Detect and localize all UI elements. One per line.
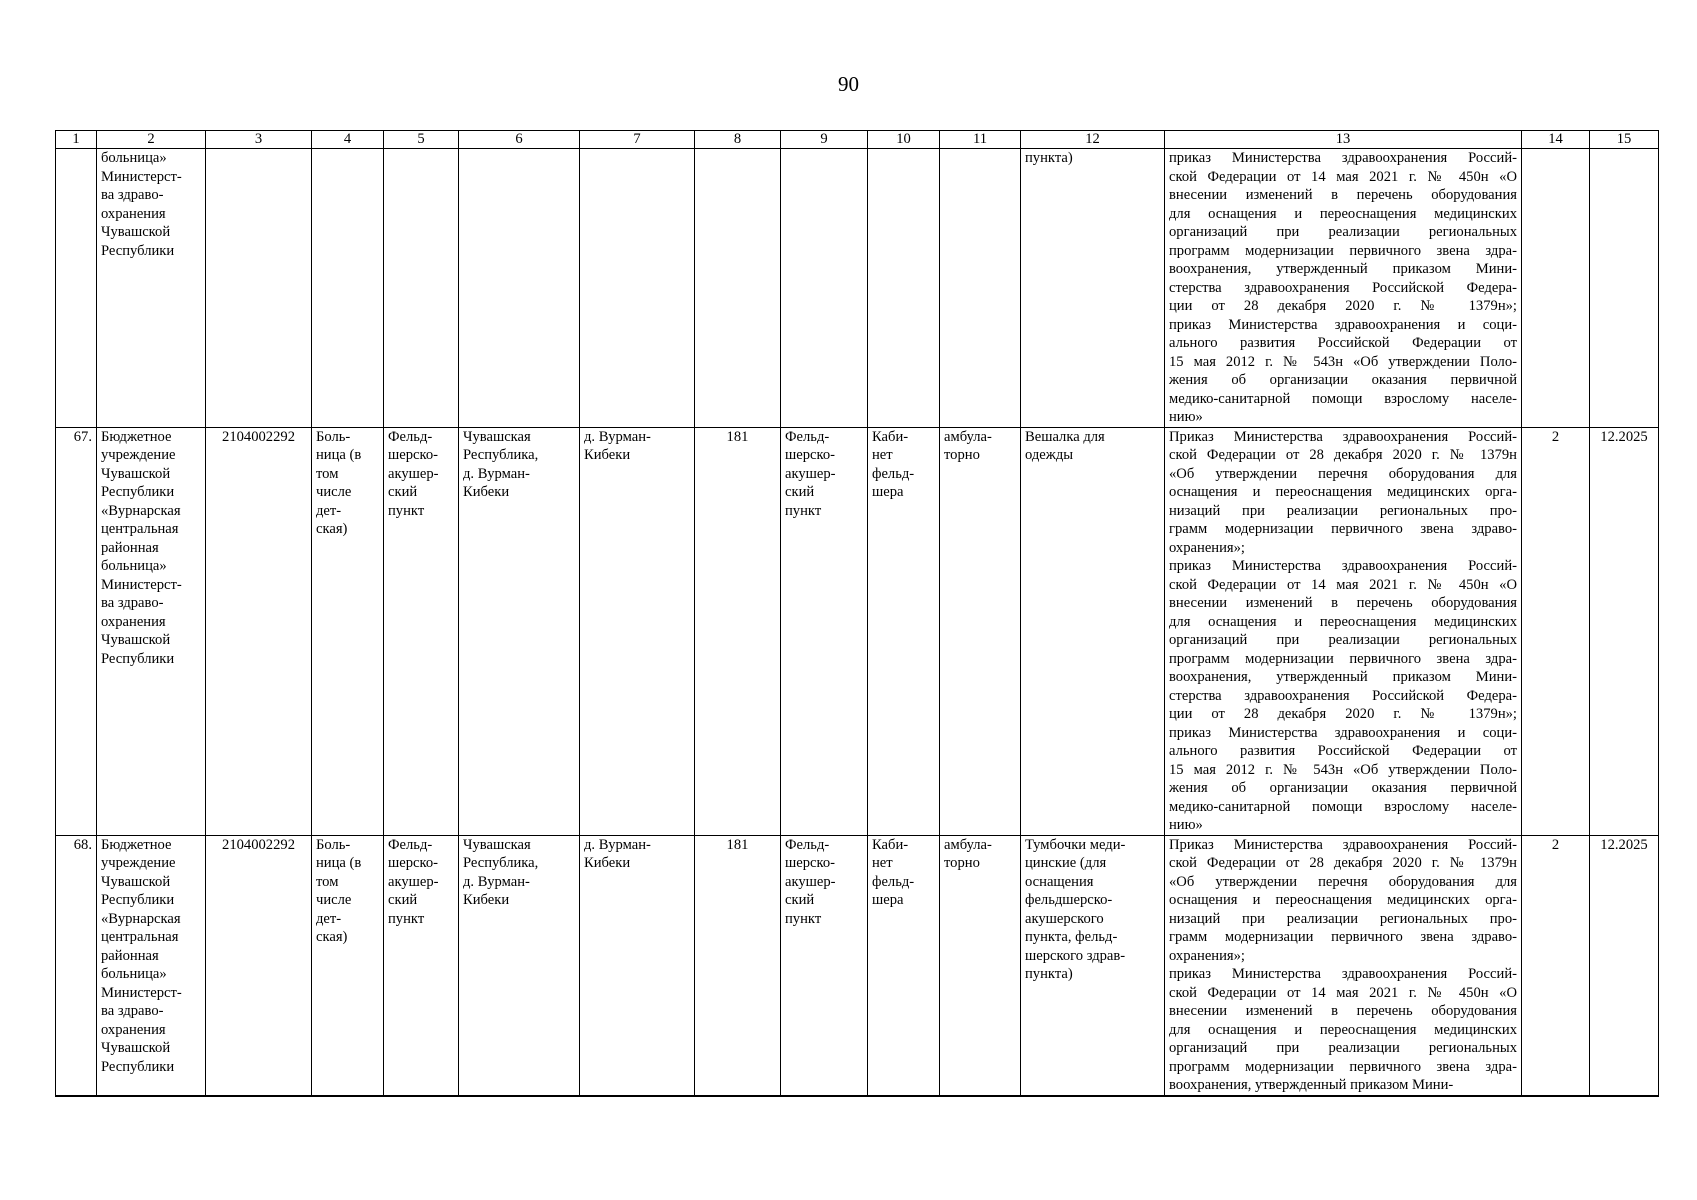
text-line: больница» bbox=[101, 966, 167, 982]
column-header: 5 bbox=[384, 131, 459, 149]
text-line: воохранения, утвержденный приказом Мини- bbox=[1169, 1077, 1454, 1093]
cell-room bbox=[868, 149, 940, 428]
text-line: Республика, bbox=[463, 447, 539, 463]
column-header: 12 bbox=[1021, 131, 1165, 149]
text-line: шерско- bbox=[785, 447, 835, 463]
text-line: шерского здрав- bbox=[1025, 947, 1126, 964]
text-line: шерско- bbox=[785, 855, 835, 871]
text-line: воохранения, утвержденный приказом Мини- bbox=[1169, 261, 1517, 277]
cell-item bbox=[1021, 427, 1165, 835]
text-line: шерско- bbox=[388, 447, 438, 463]
text-line: Боль- bbox=[316, 836, 351, 853]
text-line: больница» bbox=[101, 150, 167, 166]
text-line: том bbox=[316, 465, 339, 482]
text-line: д. Вурман- bbox=[463, 873, 530, 890]
text-line: приказ Министерства здравоохранения Россий- bbox=[1169, 150, 1517, 166]
text-line: Приказ Министерства здравоохранения Россий- bbox=[1169, 428, 1517, 445]
text-line: Фельд- bbox=[388, 428, 433, 445]
text-line: охранения bbox=[101, 205, 166, 222]
text-line: ская) bbox=[316, 929, 348, 945]
text-line: ский bbox=[785, 484, 815, 500]
text-line: охранения»; bbox=[1169, 539, 1245, 556]
text-line: Бюджетное bbox=[101, 428, 172, 445]
text-line: ального развития Российской Федерации от bbox=[1169, 335, 1517, 351]
text-line: «Вурнарская bbox=[101, 502, 181, 519]
text-line: ский bbox=[388, 892, 418, 908]
text-line: одежды bbox=[1025, 447, 1074, 463]
text-line: пункта) bbox=[1025, 150, 1073, 166]
cell-type bbox=[312, 427, 384, 835]
cell-documents bbox=[1165, 149, 1522, 428]
cell-care bbox=[940, 835, 1021, 1096]
cell-unit bbox=[384, 835, 459, 1096]
column-header: 14 bbox=[1522, 131, 1590, 149]
text-line: охранения bbox=[101, 1021, 166, 1038]
text-line: числе bbox=[316, 892, 352, 908]
text-line: стерства здравоохранения Российской Федера- bbox=[1169, 279, 1517, 296]
cell-date: 12.2025 bbox=[1590, 835, 1659, 1096]
text-line: Фельд- bbox=[785, 836, 830, 853]
cell-unit bbox=[384, 427, 459, 835]
text-line: для оснащения и переоснащения медицинских bbox=[1169, 613, 1517, 630]
text-line: Республики bbox=[101, 1058, 175, 1075]
column-header: 11 bbox=[940, 131, 1021, 149]
text-line: охранения bbox=[101, 613, 166, 630]
text-line: «Об утверждении перечня оборудования для bbox=[1169, 873, 1517, 890]
text-line: программ модернизации первичного звена здра- bbox=[1169, 650, 1517, 667]
text-line: Бюджетное bbox=[101, 836, 172, 853]
cell-code bbox=[695, 149, 781, 428]
text-line: ский bbox=[785, 892, 815, 908]
text-line: Министерст- bbox=[101, 984, 182, 1001]
text-line: районная bbox=[101, 947, 159, 964]
column-header: 8 bbox=[695, 131, 781, 149]
text-line: ва здраво- bbox=[101, 187, 164, 203]
text-line: Республики bbox=[101, 892, 175, 908]
text-line: для оснащения и переоснащения медицинских bbox=[1169, 1021, 1517, 1038]
cell-item bbox=[1021, 835, 1165, 1096]
column-header: 2 bbox=[97, 131, 206, 149]
table-row-continuation bbox=[56, 149, 1659, 428]
column-header: 6 bbox=[459, 131, 580, 149]
cell-address bbox=[459, 149, 580, 428]
text-line: медико-санитарной помощи взрослому населе- bbox=[1169, 390, 1517, 407]
text-line: внесении изменений в перечень оборудования bbox=[1169, 187, 1517, 203]
text-line: пункта) bbox=[1025, 966, 1073, 982]
text-line: Каби- bbox=[872, 836, 909, 853]
text-line: районная bbox=[101, 539, 159, 556]
text-line: пункт bbox=[785, 502, 822, 519]
cell-num bbox=[56, 149, 97, 428]
text-line: акушер- bbox=[388, 873, 439, 890]
column-header: 10 bbox=[868, 131, 940, 149]
text-line: «Вурнарская bbox=[101, 910, 181, 927]
cell-room bbox=[868, 427, 940, 835]
column-header: 9 bbox=[781, 131, 868, 149]
text-line: Чувашской bbox=[101, 1040, 171, 1056]
cell-date bbox=[1590, 149, 1659, 428]
cell-locality bbox=[580, 427, 695, 835]
column-header: 4 bbox=[312, 131, 384, 149]
text-line: программ модернизации первичного звена здра- bbox=[1169, 242, 1517, 259]
text-line: ции от 28 декабря 2020 г. № 1379н»; bbox=[1169, 706, 1517, 722]
text-line: приказ Министерства здравоохранения и соци- bbox=[1169, 724, 1517, 741]
text-line: нию» bbox=[1169, 817, 1203, 833]
text-line: шера bbox=[872, 892, 904, 908]
text-line: Фельд- bbox=[785, 428, 830, 445]
text-line: шерско- bbox=[388, 855, 438, 871]
cell-subdivision bbox=[781, 835, 868, 1096]
text-line: Кибеки bbox=[463, 484, 510, 500]
cell-type bbox=[312, 835, 384, 1096]
cell-code: 181 bbox=[695, 835, 781, 1096]
text-line: учреждение bbox=[101, 447, 176, 463]
text-line: д. Вурман- bbox=[584, 836, 651, 853]
text-line: ница (в bbox=[316, 447, 362, 463]
text-line: Приказ Министерства здравоохранения Россий- bbox=[1169, 836, 1517, 853]
cell-num: 67. bbox=[56, 427, 97, 835]
text-line: стерства здравоохранения Российской Федера- bbox=[1169, 687, 1517, 704]
text-line: ница (в bbox=[316, 855, 362, 871]
column-header: 7 bbox=[580, 131, 695, 149]
text-line: жения об организации оказания первичной bbox=[1169, 372, 1517, 388]
text-line: акушер- bbox=[785, 465, 836, 482]
cell-qty: 2 bbox=[1522, 427, 1590, 835]
cell-subdivision bbox=[781, 149, 868, 428]
text-line: оснащения и переоснащения медицинских орга- bbox=[1169, 484, 1517, 500]
text-line: приказ Министерства здравоохранения Россий- bbox=[1169, 558, 1517, 574]
text-line: медико-санитарной помощи взрослому населе- bbox=[1169, 798, 1517, 815]
text-line: Чувашской bbox=[101, 873, 171, 890]
text-line: Вешалка для bbox=[1025, 428, 1105, 445]
text-line: ской Федерации от 14 мая 2021 г. № 450н «О bbox=[1169, 168, 1517, 185]
cell-inn bbox=[206, 149, 312, 428]
text-line: низаций при реализации региональных про- bbox=[1169, 910, 1517, 927]
text-line: нию» bbox=[1169, 409, 1203, 425]
cell-unit bbox=[384, 149, 459, 428]
text-line: ская) bbox=[316, 521, 348, 537]
text-line: пункт bbox=[785, 910, 822, 927]
text-line: больница» bbox=[101, 558, 167, 574]
text-line: ской Федерации от 14 мая 2021 г. № 450н «О bbox=[1169, 984, 1517, 1001]
text-line: торно bbox=[944, 447, 980, 463]
text-line: д. Вурман- bbox=[584, 428, 651, 445]
text-line: ва здраво- bbox=[101, 1003, 164, 1019]
text-line: Чувашская bbox=[463, 428, 531, 445]
column-number-header-row bbox=[56, 131, 1659, 149]
cell-inn: 2104002292 bbox=[206, 835, 312, 1096]
text-line: ской Федерации от 28 декабря 2020 г. № 1379н bbox=[1169, 447, 1517, 463]
text-line: охранения»; bbox=[1169, 947, 1245, 964]
text-line: ский bbox=[388, 484, 418, 500]
text-line: для оснащения и переоснащения медицинских bbox=[1169, 205, 1517, 222]
text-line: акушер- bbox=[785, 873, 836, 890]
column-header: 3 bbox=[206, 131, 312, 149]
text-line: грамм модернизации первичного звена здраво- bbox=[1169, 929, 1517, 945]
text-line: торно bbox=[944, 855, 980, 871]
text-line: внесении изменений в перечень оборудования bbox=[1169, 595, 1517, 611]
text-line: оснащения и переоснащения медицинских орга- bbox=[1169, 892, 1517, 908]
text-line: жения об организации оказания первичной bbox=[1169, 780, 1517, 796]
cell-organization bbox=[97, 835, 206, 1096]
table-row bbox=[56, 835, 1659, 1096]
text-line: Республики bbox=[101, 484, 175, 500]
equipment-table bbox=[55, 130, 1659, 1097]
text-line: фельд- bbox=[872, 465, 915, 482]
cell-organization bbox=[97, 149, 206, 428]
text-line: Тумбочки меди- bbox=[1025, 836, 1126, 853]
cell-qty bbox=[1522, 149, 1590, 428]
text-line: ции от 28 декабря 2020 г. № 1379н»; bbox=[1169, 298, 1517, 314]
text-line: Республики bbox=[101, 242, 175, 259]
cell-item bbox=[1021, 149, 1165, 428]
text-line: учреждение bbox=[101, 855, 176, 871]
cell-organization bbox=[97, 427, 206, 835]
text-line: Чувашская bbox=[463, 836, 531, 853]
text-line: Министерст- bbox=[101, 168, 182, 185]
text-line: ального развития Российской Федерации от bbox=[1169, 743, 1517, 759]
text-line: дет- bbox=[316, 502, 342, 519]
text-line: внесении изменений в перечень оборудования bbox=[1169, 1003, 1517, 1019]
text-line: организаций при реализации региональных bbox=[1169, 632, 1517, 648]
text-line: «Об утверждении перечня оборудования для bbox=[1169, 465, 1517, 482]
column-header: 1 bbox=[56, 131, 97, 149]
text-line: ской Федерации от 14 мая 2021 г. № 450н «О bbox=[1169, 576, 1517, 593]
text-line: акушер- bbox=[388, 465, 439, 482]
text-line: Кибеки bbox=[463, 892, 510, 908]
cell-code: 181 bbox=[695, 427, 781, 835]
text-line: амбула- bbox=[944, 836, 992, 853]
text-line: Каби- bbox=[872, 428, 909, 445]
text-line: организаций при реализации региональных bbox=[1169, 1040, 1517, 1056]
text-line: организаций при реализации региональных bbox=[1169, 224, 1517, 240]
text-line: Боль- bbox=[316, 428, 351, 445]
text-line: центральная bbox=[101, 521, 179, 537]
text-line: д. Вурман- bbox=[463, 465, 530, 482]
text-line: нет bbox=[872, 447, 893, 463]
cell-num: 68. bbox=[56, 835, 97, 1096]
cell-documents bbox=[1165, 835, 1522, 1096]
text-line: акушерского bbox=[1025, 910, 1104, 927]
cell-room bbox=[868, 835, 940, 1096]
text-line: Чувашской bbox=[101, 465, 171, 482]
cell-inn: 2104002292 bbox=[206, 427, 312, 835]
cell-subdivision bbox=[781, 427, 868, 835]
text-line: Министерст- bbox=[101, 576, 182, 593]
text-line: 15 мая 2012 г. № 543н «Об утверждении Поло- bbox=[1169, 353, 1517, 370]
text-line: пункт bbox=[388, 910, 425, 927]
text-line: нет bbox=[872, 855, 893, 871]
cell-address bbox=[459, 835, 580, 1096]
cell-documents bbox=[1165, 427, 1522, 835]
text-line: грамм модернизации первичного звена здраво- bbox=[1169, 521, 1517, 537]
column-header: 13 bbox=[1165, 131, 1522, 149]
text-line: ской Федерации от 28 декабря 2020 г. № 1379н bbox=[1169, 855, 1517, 871]
text-line: том bbox=[316, 873, 339, 890]
text-line: Чувашской bbox=[101, 632, 171, 648]
cell-locality bbox=[580, 835, 695, 1096]
text-line: оснащения bbox=[1025, 873, 1094, 890]
text-line: Чувашской bbox=[101, 224, 171, 240]
text-line: числе bbox=[316, 484, 352, 500]
text-line: программ модернизации первичного звена здра- bbox=[1169, 1058, 1517, 1075]
text-line: центральная bbox=[101, 929, 179, 945]
text-line: Кибеки bbox=[584, 447, 631, 463]
text-line: низаций при реализации региональных про- bbox=[1169, 502, 1517, 519]
cell-qty: 2 bbox=[1522, 835, 1590, 1096]
text-line: дет- bbox=[316, 910, 342, 927]
text-line: фельд- bbox=[872, 873, 915, 890]
text-line: Кибеки bbox=[584, 855, 631, 871]
text-line: Республика, bbox=[463, 855, 539, 871]
text-line: цинские (для bbox=[1025, 855, 1107, 871]
text-line: шера bbox=[872, 484, 904, 500]
cell-type bbox=[312, 149, 384, 428]
text-line: приказ Министерства здравоохранения Россий- bbox=[1169, 966, 1517, 982]
text-line: ва здраво- bbox=[101, 595, 164, 611]
cell-address bbox=[459, 427, 580, 835]
text-line: амбула- bbox=[944, 428, 992, 445]
text-line: фельдшерско- bbox=[1025, 892, 1113, 908]
table-row bbox=[56, 427, 1659, 835]
text-line: приказ Министерства здравоохранения и соци- bbox=[1169, 316, 1517, 333]
cell-care bbox=[940, 149, 1021, 428]
cell-date: 12.2025 bbox=[1590, 427, 1659, 835]
text-line: пункт bbox=[388, 502, 425, 519]
text-line: 15 мая 2012 г. № 543н «Об утверждении Поло- bbox=[1169, 761, 1517, 778]
cell-care bbox=[940, 427, 1021, 835]
text-line: пункта, фельд- bbox=[1025, 929, 1118, 945]
cell-locality bbox=[580, 149, 695, 428]
column-header: 15 bbox=[1590, 131, 1659, 149]
text-line: воохранения, утвержденный приказом Мини- bbox=[1169, 669, 1517, 685]
text-line: Республики bbox=[101, 650, 175, 667]
page-number: 90 bbox=[838, 72, 859, 96]
text-line: Фельд- bbox=[388, 836, 433, 853]
